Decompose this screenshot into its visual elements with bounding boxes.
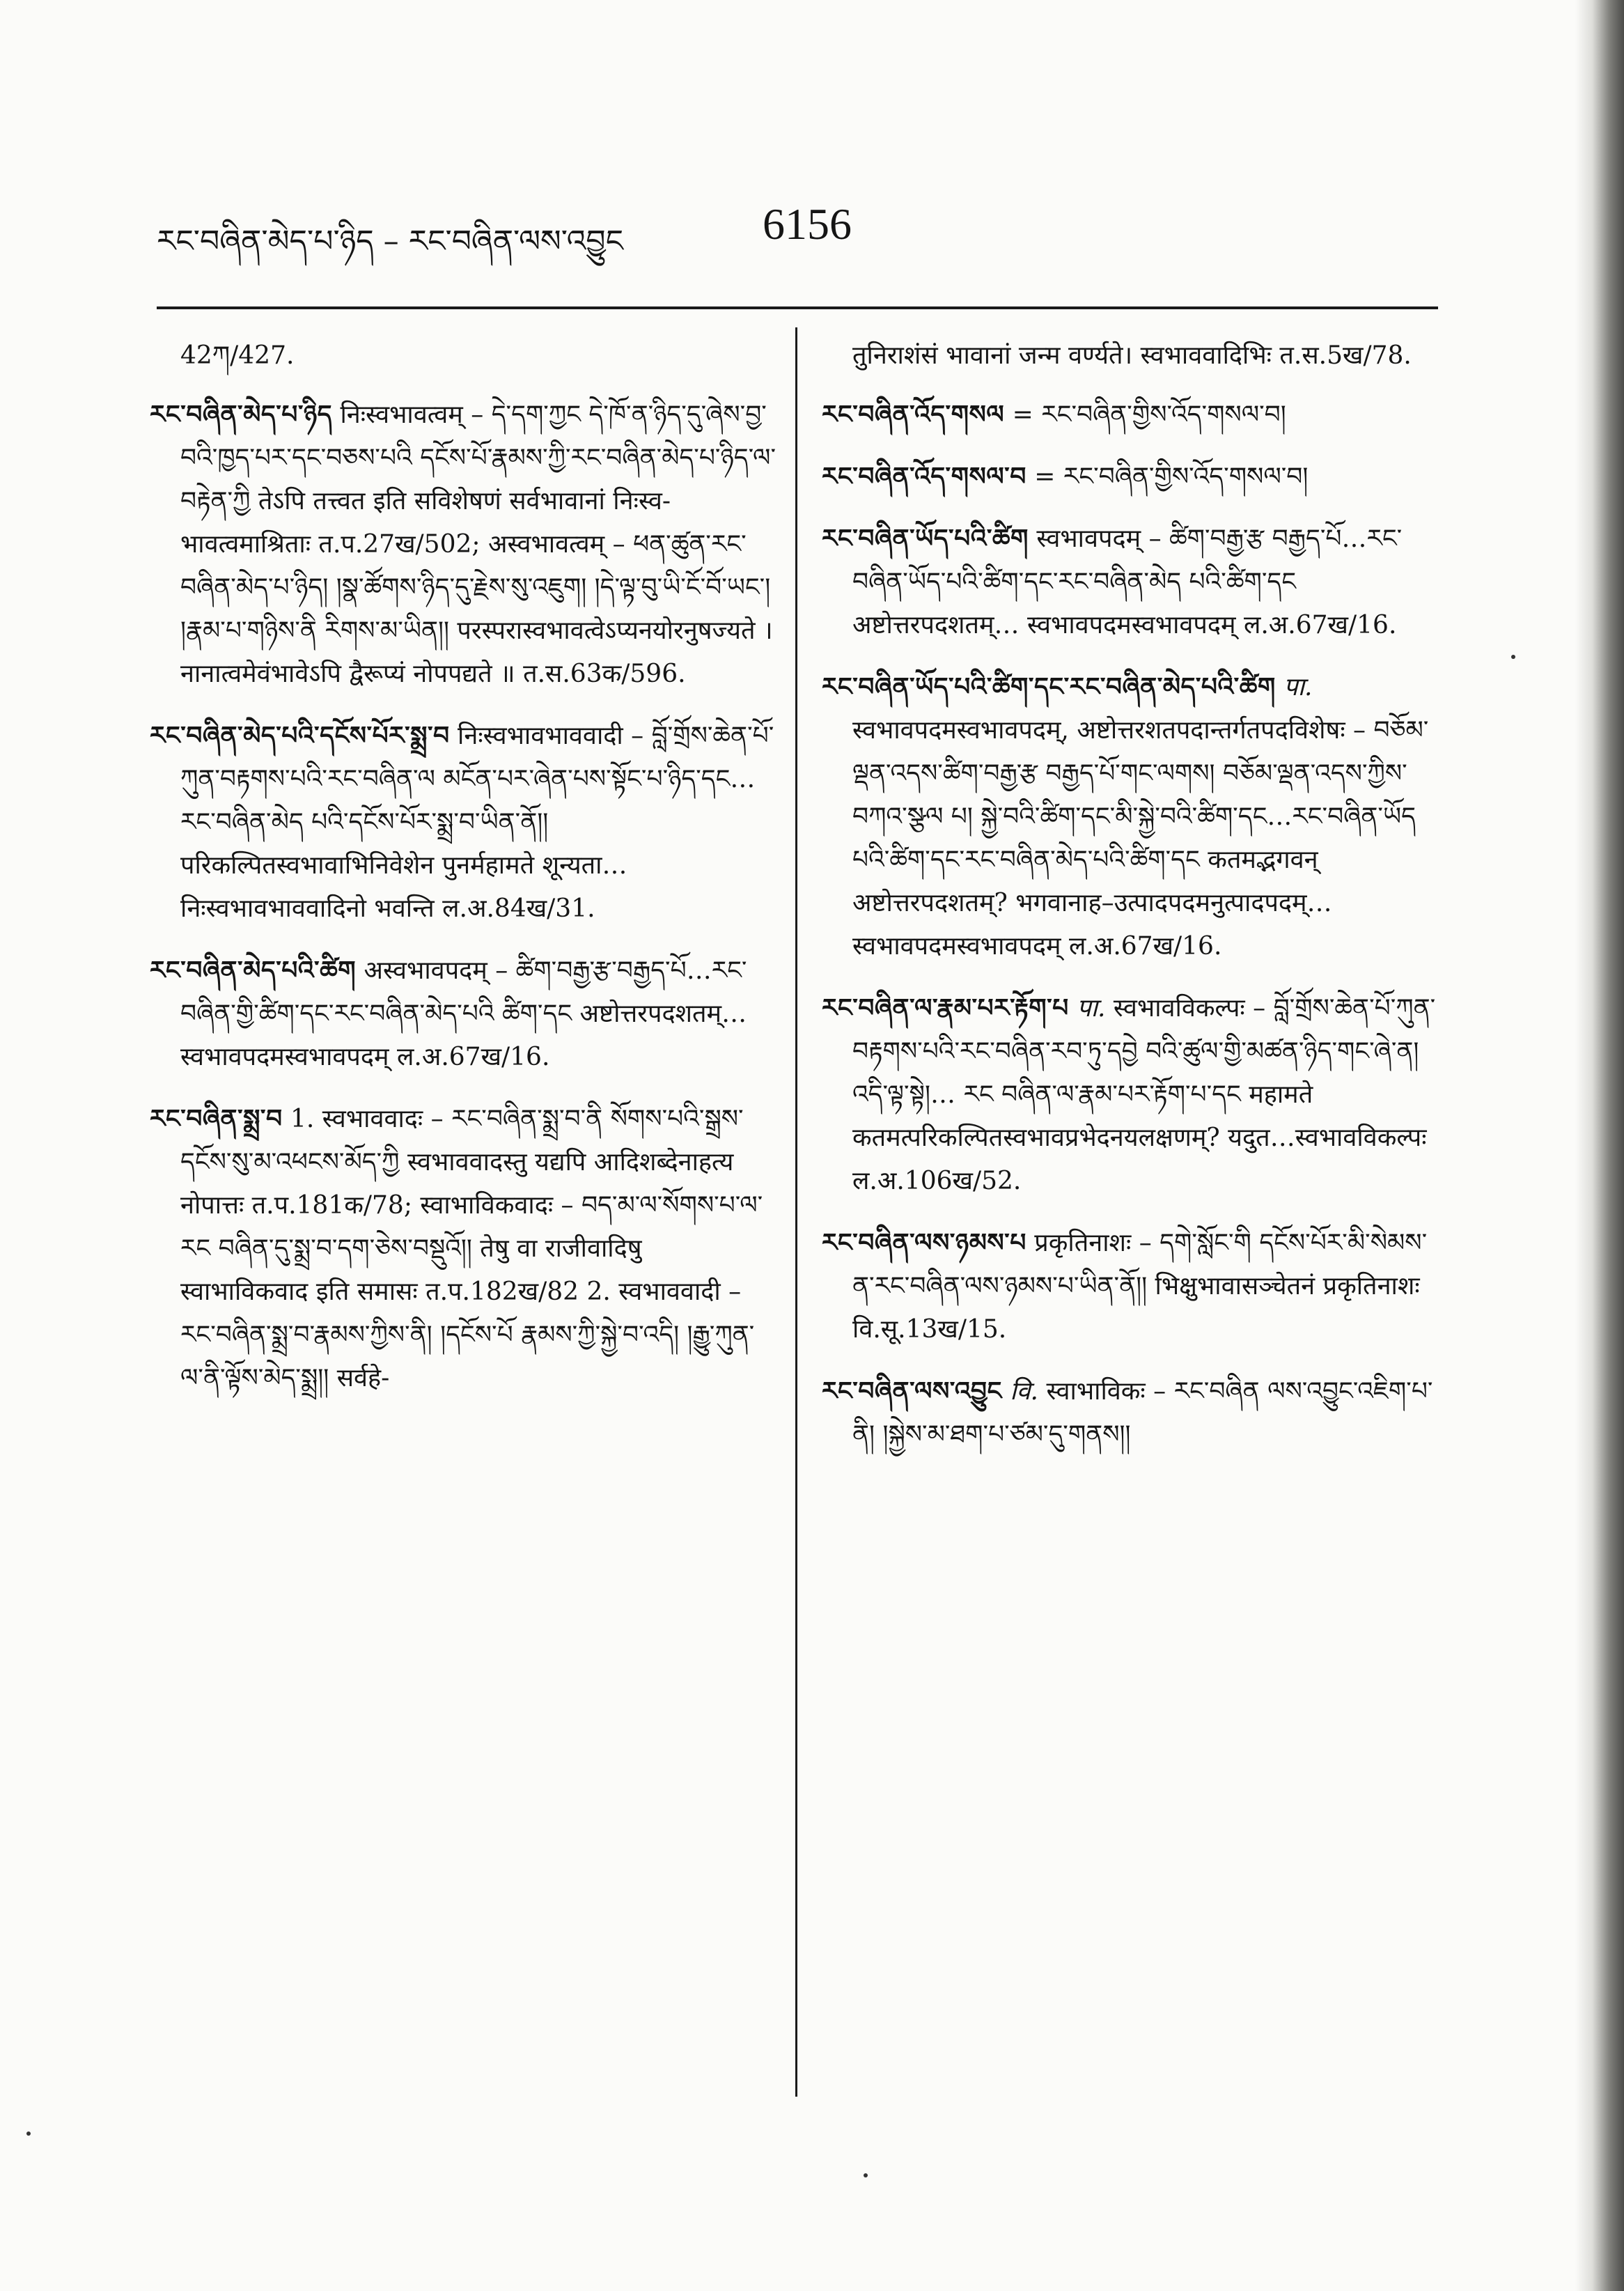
- dictionary-entry: [822, 1221, 1449, 1351]
- dictionary-entry: [822, 517, 1449, 647]
- entry-headword: རང་བཞིན་ཡོད་པའི་ཚིག་དང་རང་བཞིན་མེད་པའི་ཚིག: [822, 672, 1276, 701]
- entry-grammar-tag: पा.: [1283, 673, 1313, 701]
- page-header: [157, 199, 1445, 261]
- entry-headword: རང་བཞིན་འོད་གསལ་བ: [822, 462, 1026, 491]
- scan-speck: [864, 2173, 868, 2177]
- scan-speck: [1511, 655, 1515, 659]
- entry-body: 1. स्वभाववादः – རང་བཞིན་སྨྲ་བ་ནི སོགས་པའི་སྒྲས་དངོས་སུ་མ་འཕངས་མོད་ཀྱི स्वभाववादस्तु यद्यपि आदिशब्देनाहत्य नोपात्तः त.प.181क/78; स्वाभाविकवादः – བད་མ་ལ་སོགས་པ་ལ་རང བཞིན་དུ་སྨྲ་བ་དག་ཅེས་བསྡུའོ།། तेषु वा राजीवादिषु स्वाभाविकवाद इति समासः त.प.182ख/82 2. स्वभाववादी – རང་བཞིན་སྨྲ་བ་རྣམས་ཀྱིས་ནི། །དངོས་པོ རྣམས་ཀྱི་སྐྱེ་བ་འདི། །རྒྱུ་ཀུན་ལ་ནི་ལྟོས་མེད་སྨྲ།། सर्वहे-: [180, 1105, 763, 1392]
- continuation-text: 42ཀ/427.: [180, 341, 295, 370]
- dictionary-entry: [822, 986, 1449, 1203]
- scan-speck: [26, 2131, 31, 2136]
- dictionary-entry: [822, 393, 1449, 437]
- dictionary-entry: [822, 665, 1449, 968]
- column-divider: [795, 327, 797, 2097]
- entry-body: स्वभावविकल्पः – བློ་གྲོས་ཆེན་པོ་ཀུན་བརྟགས་པའི་རང་བཞིན་རབ་ཏུ་དབྱེ བའི་ཚུལ་གྱི་མཚན་ཉིད་གང་ཞེ་ན། འདི་ལྟ་སྟེ།… རང བཞིན་ལ་རྣམ་པར་རྟོག་པ་དང महामते कतमत्परिकल्पितस्वभावप्रभेदनयलक्षणम्? यदुत…स्वभावविकल्पः ल.अ.106ख/52.: [852, 994, 1436, 1195]
- dictionary-entry: [150, 393, 776, 696]
- entry-headword: རང་བཞིན་མེད་པ་ཉིད: [150, 400, 333, 429]
- entry-headword: རང་བཞིན་མེད་པའི་དངོས་པོར་སྨྲ་བ: [150, 721, 450, 750]
- entry-grammar-tag: पा.: [1077, 994, 1106, 1023]
- entry-body: प्रकृतिनाशः – དགེ་སློང་གི དངོས་པོར་མི་སེམས་ན་རང་བཞིན་ལས་ཉམས་པ་ཡིན་ནོ།། भिक्षुभावासञ्चेतनं प्रकृतिनाशः वि.सू.13ख/15.: [852, 1229, 1428, 1344]
- right-column: [822, 334, 1449, 1475]
- dictionary-entry: [822, 1369, 1449, 1457]
- entry-headword: རང་བཞིན་ལས་ཉམས་པ: [822, 1228, 1026, 1257]
- page-number: 6156: [763, 199, 852, 249]
- entry-body: स्वाभाविकः – རང་བཞིན ལས་འབྱུང་འཇིག་པ་ནི། །སྐྱེས་མ་ཐག་པ་ཙམ་དུ་གནས།།: [852, 1377, 1433, 1449]
- entry-headword: རང་བཞིན་འོད་གསལ: [822, 400, 1005, 429]
- header-headwords: རང་བཞིན་མེད་པ་ཉིད – རང་བཞིན་ལས་འབྱུང: [157, 224, 623, 259]
- entry-body: स्वभावपदमस्वभावपदम्, अष्टोत्तरशतपदान्तर्गतपदविशेषः – བཅོམ་ལྡན་འདས་ཚིག་བརྒྱ་རྩ བརྒྱད་པོ་གང་ལགས། བཅོམ་ལྡན་འདས་ཀྱིས་བཀའ་སྩལ པ། སྐྱེ་བའི་ཚིག་དང་མི་སྐྱེ་བའི་ཚིག་དང…རང་བཞིན་ཡོད པའི་ཚིག་དང་རང་བཞིན་མེད་པའི་ཚིག་དང कतमद्भगवन् अष्टोत्तरपदशतम्? भगवानाह–उत्पादपदमनुत्पादपदम्…स्वभावपदमस्वभावपदम् ल.अ.67ख/16.: [852, 716, 1429, 961]
- entry-body: = རང་བཞིན་གྱིས་འོད་གསལ་བ།: [1034, 463, 1309, 491]
- entry-body: = རང་བཞིན་གྱིས་འོད་གསལ་བ།: [1012, 401, 1286, 429]
- entry-body: स्वभावपदम् – ཚིག་བརྒྱ་རྩ བརྒྱད་པོ…རང་བཞིན་ཡོད་པའི་ཚིག་དང་རང་བཞིན་མེད པའི་ཚིག་དང अष्टोत्तरपदशतम्… स्वभावपदमस्वभावपदम् ल.अ.67ख/16.: [852, 525, 1403, 639]
- entry-headword: རང་བཞིན་ལ་རྣམ་པར་རྟོག་པ: [822, 993, 1069, 1023]
- dictionary-entry: [150, 949, 776, 1079]
- dictionary-entry: [150, 714, 776, 931]
- entry-body: अस्वभावपदम् – ཚིག་བརྒྱ་རྩ་བརྒྱད་པོ…རང་བཞིན་གྱི་ཚིག་དང་རང་བཞིན་མེད་པའི ཚིག་དང अष्टोत्तरपदशतम्… स्वभावपदमस्वभावपदम् ल.अ.67ख/16.: [180, 956, 747, 1071]
- entry-body: निःस्वभावत्वम् – དེ་དག་ཀྱང དེ་ཁོ་ན་ཉིད་དུ་ཞེས་བྱ་བའི་ཁྱད་པར་དང་བཅས་པའི དངོས་པོ་རྣམས་ཀྱི་རང་བཞིན་མེད་པ་ཉིད་ལ་བརྟེན་ཀྱི तेऽपि तत्त्वत इति सविशेषणं सर्वभावानां निःस्व-भावत्वमाश्रिताः त.प.27ख/502; अस्वभावत्वम् – ཕན་ཚུན་རང་བཞིན་མེད་པ་ཉིད། །སྣ་ཚོགས་ཉིད་དུ་རྗེས་སུ་འཇུག། །དེ་ལྟ་བུ་ཡི་ངོ་བོ་ཡང་། །རྣམ་པ་གཉིས་ནི རིགས་མ་ཡིན།། परस्परास्वभावत्वेऽप्यनयोरनुषज्यते । नानात्वमेवंभावेऽपि द्वैरूप्यं नोपपद्यते ॥ त.स.63क/596.: [180, 401, 776, 688]
- entry-body: निःस्वभावभाववादी – བློ་གྲོས་ཆེན་པོ་ཀུན་བརྟགས་པའི་རང་བཞིན་ལ མངོན་པར་ཞེན་པས་སྟོང་པ་ཉིད་དང…རང་བཞིན་མེད པའི་དངོས་པོར་སྨྲ་བ་ཡིན་ནོ།། परिकल्पितस्वभावाभिनिवेशेन पुनर्महामते शून्यता… निःस्वभावभाववादिनो भवन्ति ल.अ.84ख/31.: [180, 722, 774, 923]
- continuation-text: तुनिराशंसं भावानां जन्म वर्ण्यते। स्वभाववादिभिः त.स.5ख/78.: [852, 341, 1412, 370]
- entry-headword: རང་བཞིན་ཡོད་པའི་ཚིག: [822, 524, 1029, 553]
- left-column: [150, 334, 776, 1418]
- scan-edge-shadow: [1575, 0, 1624, 2291]
- entry-headword: རང་བཞིན་ལས་འབྱུང: [822, 1376, 1002, 1406]
- entry-headword: རང་བཞིན་སྨྲ་བ: [150, 1104, 283, 1133]
- entry-headword: རང་བཞིན་མེད་པའི་ཚིག: [150, 956, 357, 985]
- entry-grammar-tag: वि.: [1010, 1377, 1039, 1406]
- header-rule: [157, 306, 1438, 309]
- dictionary-entry: [150, 1097, 776, 1400]
- dictionary-entry: [822, 455, 1449, 499]
